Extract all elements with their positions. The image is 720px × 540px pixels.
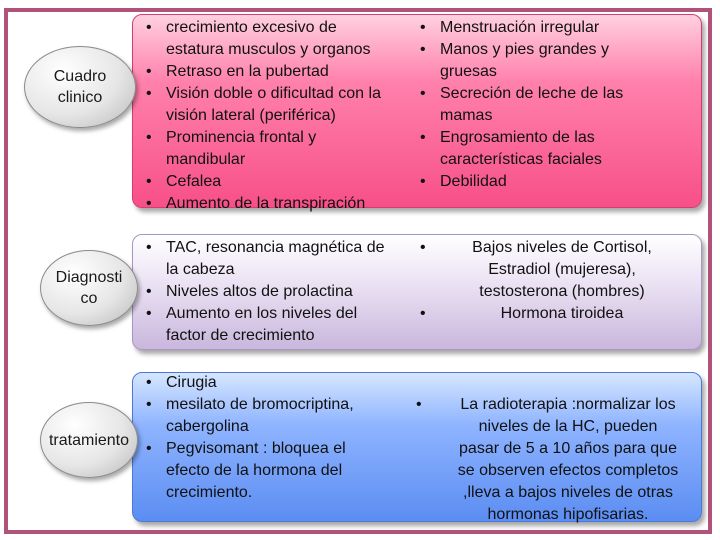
list-item: • crecimiento excesivo de estatura musculos y organos — [140, 17, 418, 61]
diagnostico-right-list — [414, 237, 684, 325]
label-line: tratamiento — [48, 431, 130, 449]
tratamiento-left-list — [140, 372, 402, 504]
label-line: Cuadro — [53, 68, 107, 85]
list-item: • Engrosamiento de las características faciales — [414, 127, 704, 171]
label-line: Diagnosti — [55, 269, 123, 286]
list-item: • Retraso en la pubertad — [140, 61, 418, 83]
list-item: • Secreción de leche de las mamas — [414, 83, 704, 127]
cuadro-clinico-right-list — [414, 17, 704, 193]
list-item: • Visión doble o dificultad con la visión lateral (periférica) — [140, 83, 418, 127]
list-item: • Bajos niveles de Cortisol, Estradiol (mujeresa), testosterona (hombres) — [414, 237, 684, 303]
cuadro-clinico-label — [24, 46, 136, 128]
list-item: • Debilidad — [414, 171, 704, 193]
list-item: • Pegvisomant : bloquea el efecto de la hormona del crecimiento. — [140, 438, 402, 504]
list-item: • Prominencia frontal y mandibular — [140, 127, 418, 171]
label-line: clinico — [57, 89, 103, 106]
list-item: • mesilato de bromocriptina, cabergolina — [140, 394, 402, 438]
list-item: • La radioterapia :normalizar los niveles de la HC, pueden pasar de 5 a 10 años para que se observen efectos completos ,lleva a bajos niveles de otras hormonas hipofisarias. — [410, 394, 700, 526]
list-item: • Manos y pies grandes y gruesas — [414, 39, 704, 83]
tratamiento-right-list — [410, 394, 700, 526]
diagnostico-left-list — [140, 237, 418, 347]
list-item: • Niveles altos de prolactina — [140, 281, 418, 303]
list-item: • TAC, resonancia magnética de la cabeza — [140, 237, 418, 281]
cuadro-clinico-left-list — [140, 17, 418, 215]
list-item: • Menstruación irregular — [414, 17, 704, 39]
list-item: • Aumento de la transpiración — [140, 193, 418, 215]
label-line: co — [80, 290, 98, 307]
list-item: • Aumento en los niveles del factor de crecimiento — [140, 303, 418, 347]
tratamiento-label — [40, 402, 138, 478]
list-item: • Hormona tiroidea — [414, 303, 684, 325]
list-item: • Cefalea — [140, 171, 418, 193]
diagnostico-label — [40, 250, 138, 326]
list-item: • Cirugia — [140, 372, 402, 394]
